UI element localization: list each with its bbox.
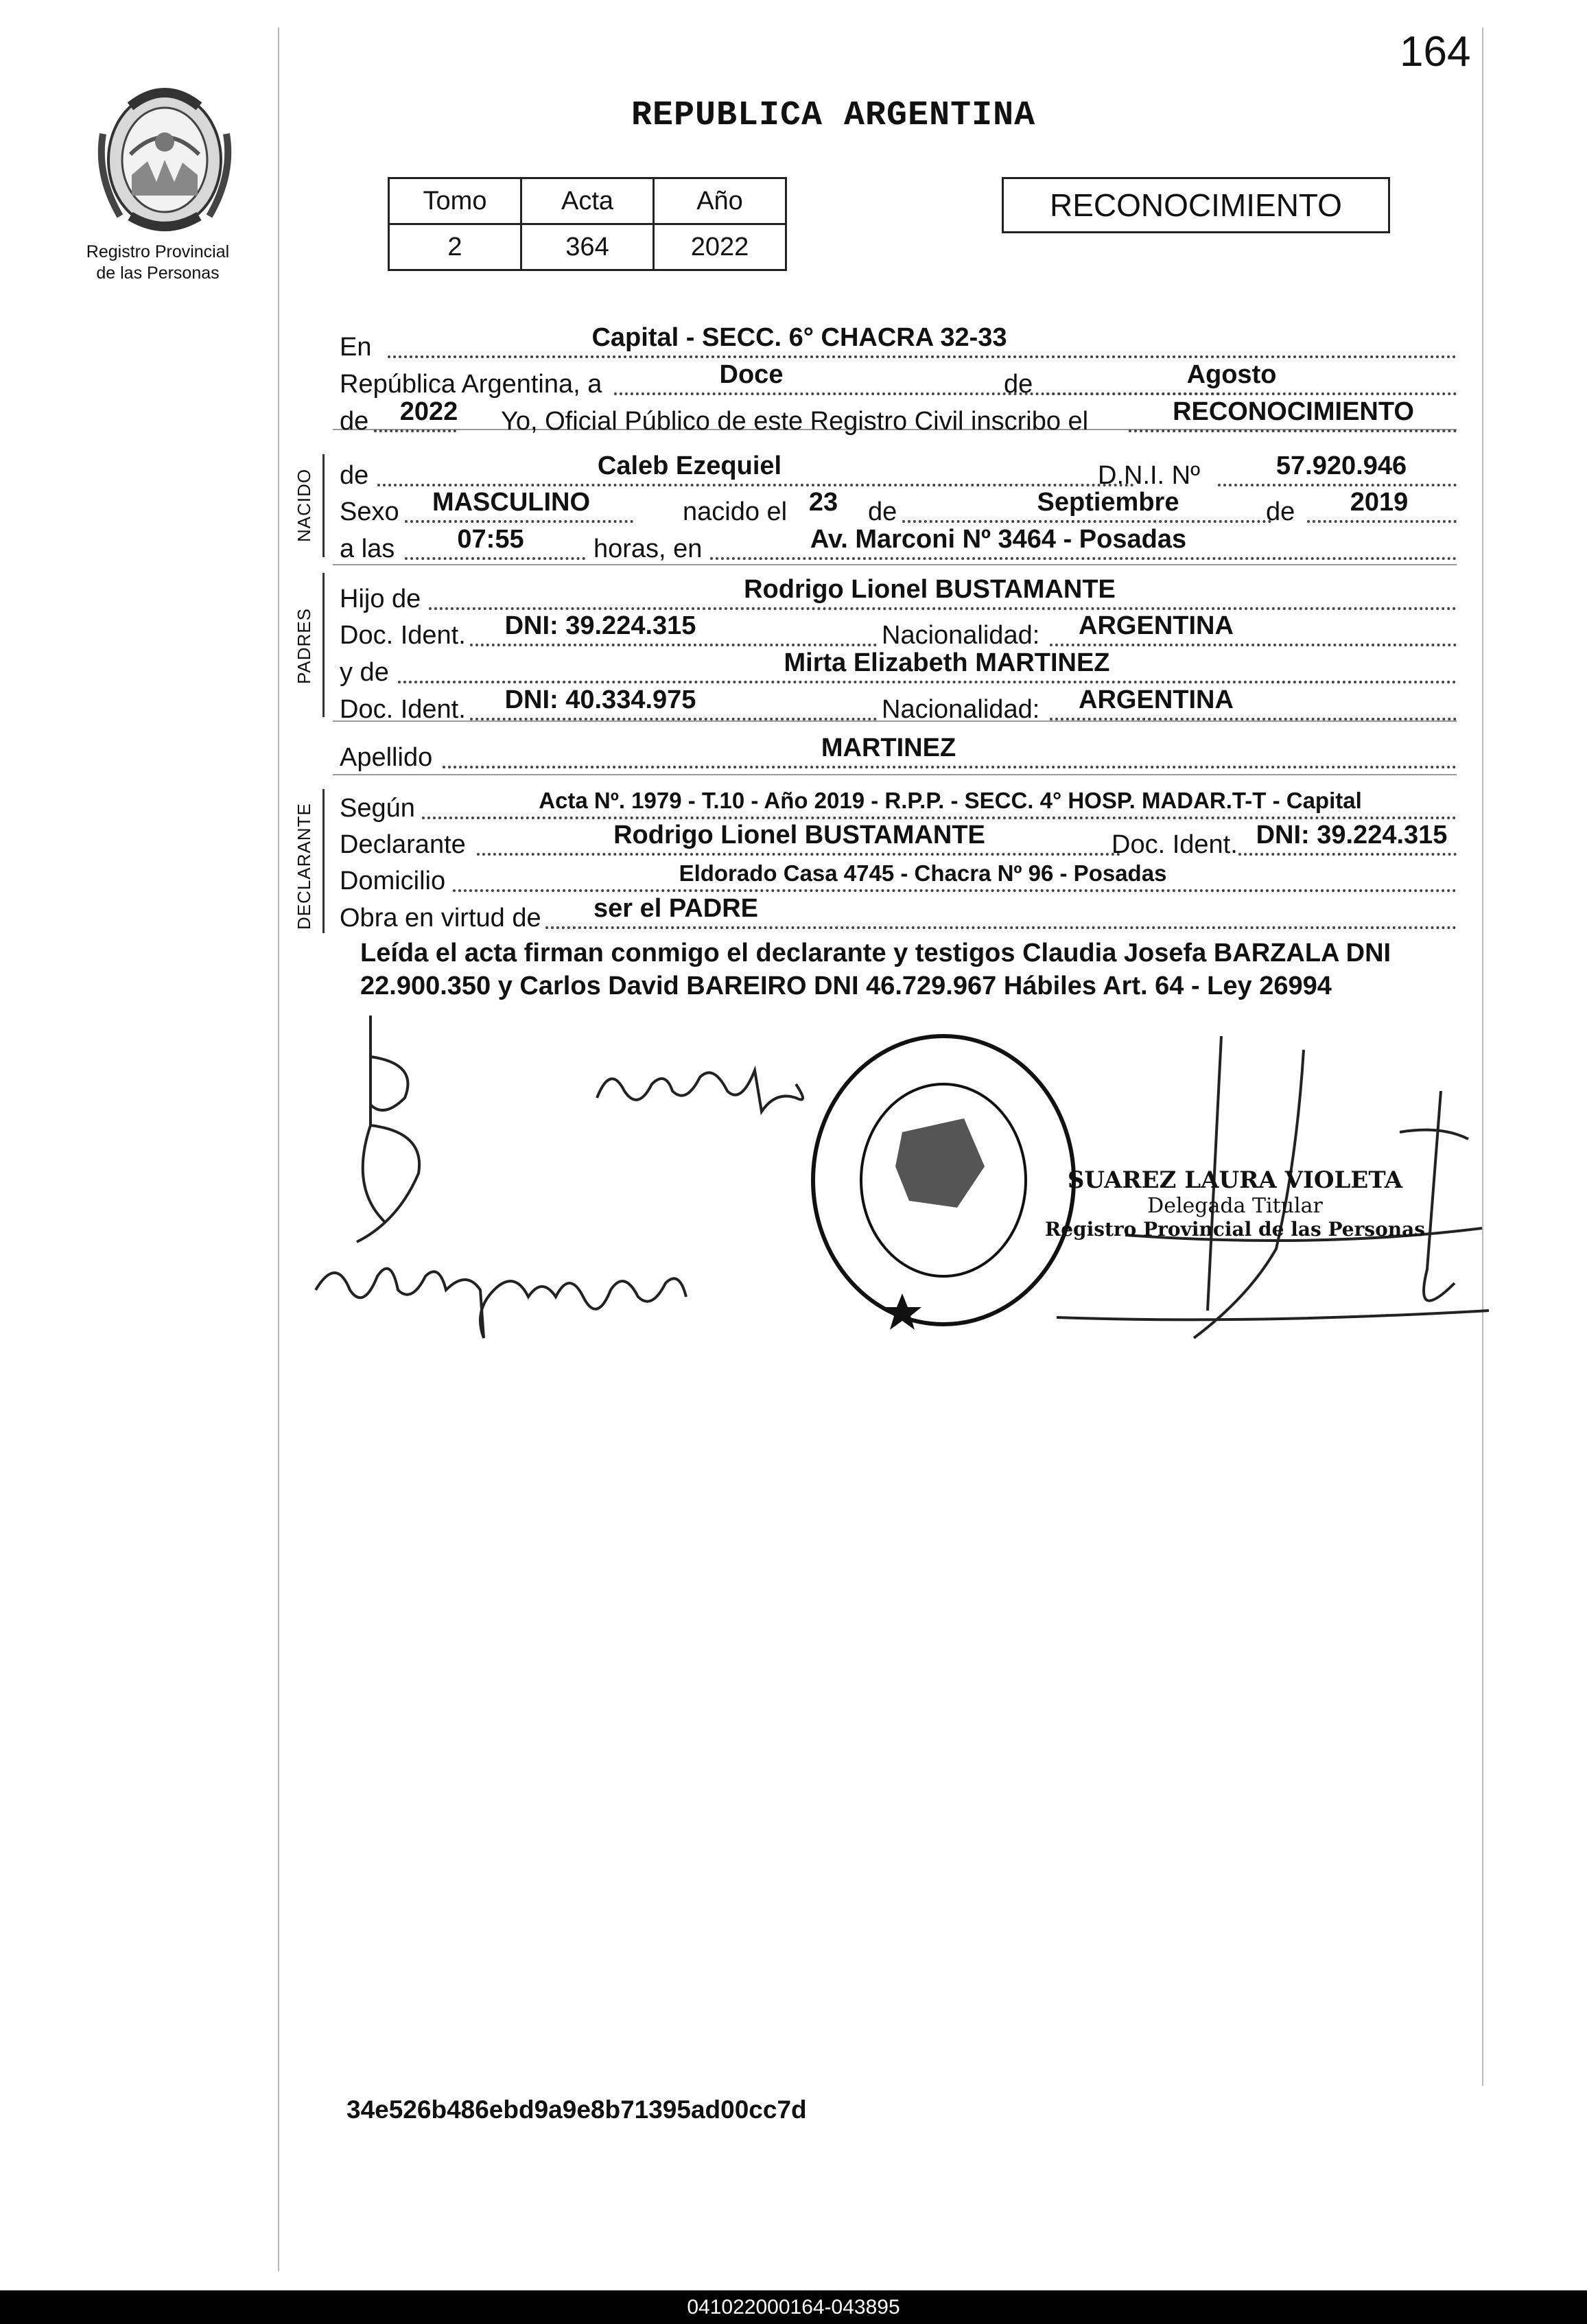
row-obra: [340, 894, 1457, 935]
field-anio: 2022: [399, 397, 458, 426]
reference-header-acta: Acta: [521, 178, 654, 224]
field-segun: Acta Nº. 1979 - T.10 - Año 2019 - R.P.P. - SECC. 4° HOSP. MADAR.T-T - Capital: [539, 788, 1362, 813]
row-sexo: [340, 488, 1457, 528]
label-yo-oficial: Yo, Oficial Público de este Registro Civil inscribo el: [501, 407, 1089, 436]
field-nac-dia: 23: [808, 488, 838, 517]
label-de: de: [1004, 370, 1033, 399]
field-padre: Rodrigo Lionel BUSTAMANTE: [744, 575, 1116, 604]
field-mes: Agosto: [1186, 360, 1277, 389]
nacido-section-bar: [322, 454, 325, 557]
label-horas-en: horas, en: [593, 535, 703, 563]
dotted-line: [453, 889, 1457, 892]
dotted-line: [374, 430, 456, 432]
reference-value-tomo: 2: [389, 224, 521, 270]
dotted-line: [545, 926, 1457, 929]
reference-value-anio: 2022: [654, 224, 786, 270]
label-y-de: y de: [340, 658, 389, 687]
reference-table: [388, 177, 787, 271]
act-type-box: RECONOCIMIENTO: [1002, 177, 1390, 233]
row-declarante: [340, 821, 1457, 861]
field-domicilio: Eldorado Casa 4745 - Chacra Nº 96 - Posadas: [679, 860, 1167, 886]
label-sexo: Sexo: [340, 497, 399, 526]
label-hijo-de: Hijo de: [340, 585, 421, 613]
official-organization: Registro Provincial de las Personas: [1044, 1218, 1426, 1241]
separator-line: [333, 774, 1457, 775]
dotted-line: [1050, 718, 1457, 720]
field-hora: 07:55: [457, 525, 524, 554]
field-dia: Doce: [719, 360, 784, 389]
reference-value-row: [389, 224, 786, 270]
field-declarante: Rodrigo Lionel BUSTAMANTE: [613, 821, 985, 849]
label-doc-ident: Doc. Ident.: [340, 695, 466, 724]
field-madre-nac: ARGENTINA: [1079, 685, 1234, 714]
official-role: Delegada Titular: [1147, 1194, 1323, 1218]
section-label-nacido: NACIDO: [294, 468, 314, 542]
row-padre: [340, 575, 1457, 615]
dotted-line: [1046, 392, 1457, 395]
dotted-line: [1050, 644, 1457, 646]
row-fecha: [340, 360, 1457, 401]
field-apellido: MARTINEZ: [821, 733, 956, 762]
dotted-line: [1218, 484, 1457, 486]
registry-caption: [69, 242, 247, 284]
dotted-line: [470, 644, 877, 646]
label-doc-ident: Doc. Ident.: [1112, 830, 1238, 859]
row-apellido: [340, 733, 1457, 774]
witness-signature-claudia: [309, 1228, 693, 1345]
dotted-line: [470, 718, 877, 720]
field-obra: ser el PADRE: [593, 894, 759, 923]
row-domicilio: [340, 862, 1457, 897]
reference-header-tomo: Tomo: [389, 178, 521, 224]
field-nac-mes: Septiembre: [1037, 488, 1179, 517]
document-hash: 34e526b486ebd9a9e8b71395ad00cc7d: [346, 2096, 807, 2124]
document-title: REPUBLICA ARGENTINA: [631, 96, 1036, 135]
row-hora: [340, 525, 1457, 565]
row-lugar: [340, 323, 1457, 364]
section-label-declarante: DECLARANTE: [294, 803, 314, 930]
declarant-signature: [343, 1016, 473, 1263]
misiones-coat-of-arms-logo: [82, 79, 247, 237]
dotted-line: [422, 817, 1457, 819]
label-obra: Obra en virtud de: [340, 904, 541, 932]
field-lugar-nacimiento: Av. Marconi Nº 3464 - Posadas: [810, 525, 1187, 554]
left-margin-line: [278, 27, 279, 2271]
padres-section-bar: [322, 573, 325, 717]
row-madre: [340, 648, 1457, 689]
closing-statement: Leída el acta firman conmigo el declarante y testigos Claudia Josefa BARZALA DNI 22.900.350 y Carlos David BAREIRO DNI 46.729.967 Hábiles Art. 64 - Ley 26994: [360, 939, 1391, 1000]
label-domicilio: Domicilio: [340, 867, 446, 895]
field-padre-doc: DNI: 39.224.315: [504, 611, 696, 640]
dotted-line: [398, 681, 1457, 683]
official-stamp: [806, 1029, 1081, 1331]
dotted-line: [902, 520, 1271, 523]
label-de: de: [340, 461, 369, 490]
registry-caption-line1: Registro Provincial: [86, 242, 230, 261]
dotted-line: [388, 355, 1457, 358]
registry-caption-line2: de las Personas: [96, 263, 220, 283]
stamp-seal-graphic: [806, 1029, 1081, 1331]
section-label-padres: PADRES: [294, 608, 314, 684]
label-dni: D.N.I. Nº: [1098, 461, 1200, 490]
label-a-las: a las: [340, 535, 395, 563]
label-de: de: [340, 407, 369, 436]
footer-code-bar: 041022000164-043895: [0, 2290, 1587, 2324]
dotted-line: [1129, 430, 1457, 432]
field-sexo: MASCULINO: [432, 488, 591, 517]
label-segun: Según: [340, 794, 415, 823]
dotted-line: [1307, 520, 1457, 523]
page-number: 164: [1400, 28, 1471, 75]
row-acto: [340, 397, 1457, 438]
dotted-line: [477, 853, 1120, 856]
official-block: [1043, 1166, 1427, 1241]
label-nacionalidad: Nacionalidad:: [882, 695, 1040, 724]
dotted-line: [1238, 853, 1457, 856]
witness-signature-carlos: [590, 1050, 816, 1132]
label-apellido: Apellido: [340, 743, 433, 772]
label-republica: República Argentina, a: [340, 370, 602, 399]
field-dni: 57.920.946: [1276, 451, 1407, 480]
field-acto: RECONOCIMIENTO: [1173, 397, 1414, 426]
field-nombre: Caleb Ezequiel: [597, 451, 782, 480]
field-declarante-doc: DNI: 39.224.315: [1256, 821, 1448, 849]
dotted-line: [405, 557, 585, 560]
label-declarante: Declarante: [340, 830, 466, 859]
field-padre-nac: ARGENTINA: [1079, 611, 1234, 640]
row-madre-doc: [340, 685, 1457, 726]
dotted-line: [443, 766, 1457, 768]
label-doc-ident: Doc. Ident.: [340, 621, 466, 650]
row-padre-doc: [340, 611, 1457, 652]
label-de: de: [1266, 497, 1295, 526]
label-nacido-el: nacido el: [683, 497, 788, 526]
reference-header-anio: Año: [654, 178, 786, 224]
field-lugar: Capital - SECC. 6° CHACRA 32-33: [591, 323, 1007, 352]
reference-header-row: [389, 178, 786, 224]
label-nacionalidad: Nacionalidad:: [882, 621, 1040, 650]
field-madre-doc: DNI: 40.334.975: [504, 685, 696, 714]
label-de: de: [868, 497, 897, 526]
dotted-line: [710, 557, 1457, 560]
label-en: En: [340, 333, 372, 362]
dotted-line: [377, 484, 1134, 486]
row-segun: [340, 789, 1457, 825]
declarante-section-bar: [322, 789, 325, 933]
reference-value-acta: 364: [521, 224, 654, 270]
row-nombre: [340, 451, 1457, 492]
dotted-line: [405, 520, 633, 523]
field-nac-anio: 2019: [1350, 488, 1409, 517]
official-name: SUAREZ LAURA VIOLETA: [1067, 1166, 1403, 1194]
dotted-line: [429, 607, 1457, 610]
field-madre: Mirta Elizabeth MARTINEZ: [784, 648, 1110, 677]
